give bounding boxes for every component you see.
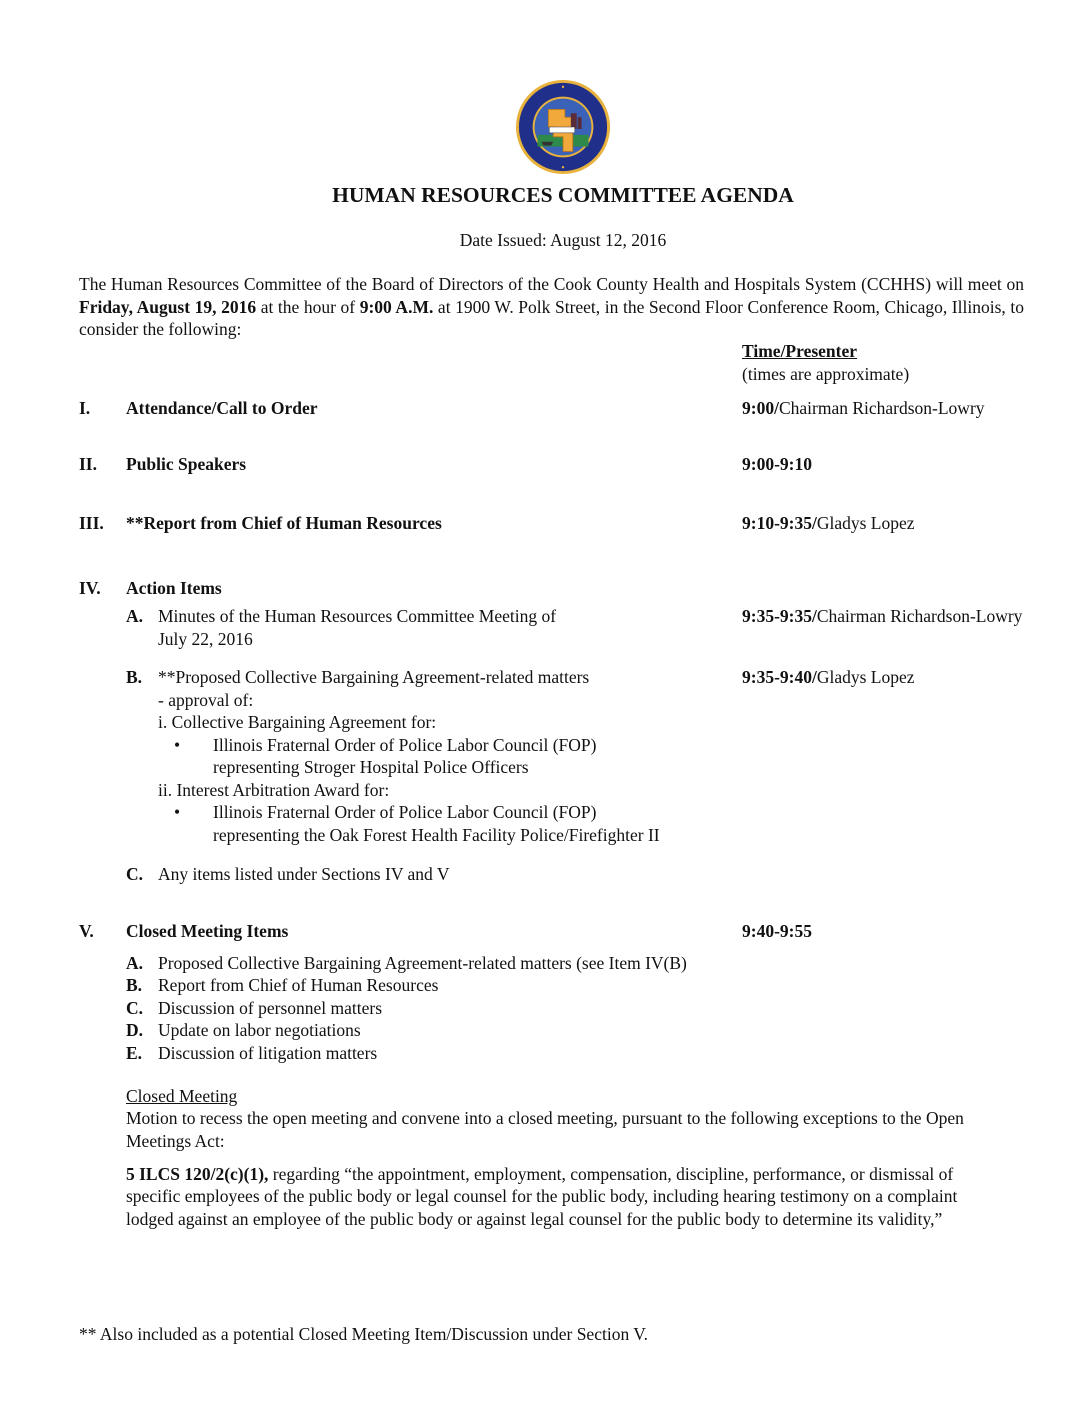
item-letter: B. [126,667,143,687]
section-time [742,398,985,419]
closed-item-letter: B. [126,975,143,995]
sub-item: i. Collective Bargaining Agreement for: [158,712,437,732]
closed-item-text: Discussion of litigation matters [158,1043,378,1063]
meeting-date: Friday, August 19, 2016 [79,296,257,317]
item-text: **Proposed Collective Bargaining Agreement-related matters [158,667,590,687]
closed-item-letter: C. [126,998,144,1018]
item-text: July 22, 2016 [158,629,253,649]
section-time: 9:40-9:55 [742,921,812,941]
times-approximate-note: (times are approximate) [742,364,910,384]
time-presenter-header: Time/Presenter [742,341,858,361]
intro-text-1: The Human Resources Committee of the Board of Directors of the Cook County Health and Hospitals System (CCHHS) will meet on [79,274,1024,294]
statute-citation: 5 ILCS 120/2(c)(1), [126,1164,269,1184]
item-time [742,667,915,688]
date-issued: Date Issued: August 12, 2016 [459,230,667,250]
citation-text-line: regarding “the appointment, employment, compensation, discipline, performance, or dismissal of [268,1164,954,1184]
presenter: Chairman Richardson-Lowry [816,606,1023,626]
time-value: 9:10-9:35/ [742,513,817,533]
meeting-time: 9:00 A.M. [359,296,434,317]
citation-text [126,1164,953,1185]
intro-paragraph [79,273,1024,341]
footnote: ** Also included as a potential Closed Meeting Item/Discussion under Section V. [79,1324,649,1344]
time-value: 9:35-9:35/ [742,606,817,626]
section-time [742,513,915,534]
section-time: 9:00-9:10 [742,454,812,474]
section-title: Action Items [126,578,222,598]
closed-item-text: Update on labor negotiations [158,1020,361,1040]
section-number: I. [79,398,91,418]
time-value: 9:35-9:40/ [742,667,817,687]
section-title: Public Speakers [126,454,247,474]
item-time [742,606,1022,627]
section-title: Closed Meeting Items [126,921,289,941]
item-letter: C. [126,864,144,884]
section-title: Attendance/Call to Order [126,398,318,418]
item-text: Any items listed under Sections IV and V [158,864,450,884]
item-letter: A. [126,606,144,626]
motion-text: Motion to recess the open meeting and convene into a closed meeting, pursuant to the following exceptions to the Open [126,1108,964,1128]
citation-text-line: lodged against an employee of the public body or against legal counsel for the public body to determine its validity,” [126,1209,943,1229]
bullet-text: Illinois Fraternal Order of Police Labor Council (FOP) [213,735,597,755]
section-number: V. [79,921,94,941]
closed-item-letter: A. [126,953,144,973]
bullet-text: Illinois Fraternal Order of Police Labor Council (FOP) [213,802,597,822]
section-number: III. [79,513,104,533]
bullet-icon: • [174,735,181,755]
section-title: **Report from Chief of Human Resources [126,513,442,533]
section-number: IV. [79,578,101,598]
closed-item-text: Proposed Collective Bargaining Agreement-related matters (see Item IV(B) [158,953,687,973]
closed-item-letter: E. [126,1043,143,1063]
intro-text-2: at the hour of [256,296,360,317]
bullet-text: representing the Oak Forest Health Facility Police/Firefighter II [213,825,660,845]
page-title: HUMAN RESOURCES COMMITTEE AGENDA [332,183,794,207]
bullet-icon: • [174,802,181,822]
sub-item: ii. Interest Arbitration Award for: [158,780,390,800]
closed-item-text: Discussion of personnel matters [158,998,383,1018]
presenter: Gladys Lopez [816,667,915,687]
cook-county-seal-logo [514,78,612,176]
presenter: Gladys Lopez [816,513,915,533]
item-text: - approval of: [158,690,254,710]
section-number: II. [79,454,97,474]
intro-text-3: at 1900 W. Polk Street, in the Second Floor Conference Room, Chicago, Illinois, to consider the following: [79,296,1024,339]
presenter: Chairman Richardson-Lowry [778,398,985,418]
citation-text-line: specific employees of the public body or legal counsel for the public body, including hearing testimony on a complaint [126,1186,958,1206]
bullet-text: representing Stroger Hospital Police Officers [213,757,529,777]
motion-text: Meetings Act: [126,1131,225,1151]
time-value: 9:00/ [742,398,779,418]
item-text: Minutes of the Human Resources Committee Meeting of [158,606,557,626]
closed-item-letter: D. [126,1020,144,1040]
closed-meeting-heading: Closed Meeting [126,1086,238,1106]
closed-item-text: Report from Chief of Human Resources [158,975,439,995]
